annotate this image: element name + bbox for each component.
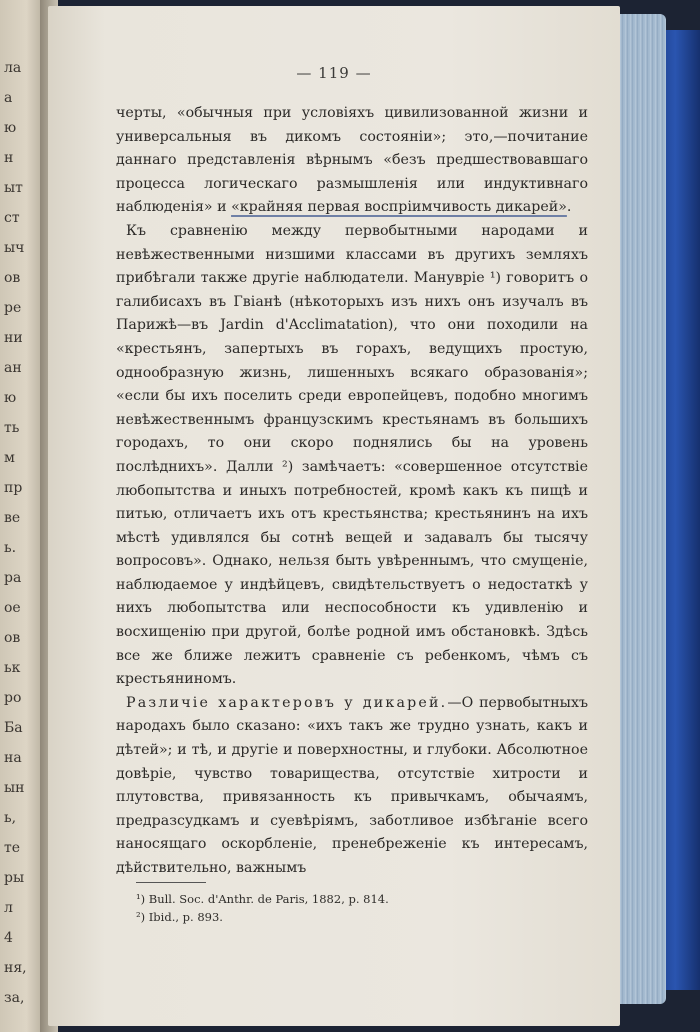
left-page-fragment: ыч bbox=[4, 240, 25, 256]
left-page-fragment: ын bbox=[4, 780, 25, 796]
left-page-fragment: м bbox=[4, 450, 15, 466]
left-page-fragment: ни bbox=[4, 330, 23, 346]
left-page-fragment: ю bbox=[4, 120, 17, 136]
left-page-fragment: ро bbox=[4, 690, 22, 706]
footnotes bbox=[136, 890, 556, 926]
left-page-fragment: ть bbox=[4, 420, 20, 436]
left-page bbox=[0, 0, 44, 1032]
left-page-fragment: ве bbox=[4, 510, 21, 526]
left-page-fragment: ое bbox=[4, 600, 21, 616]
left-page-fragment: ст bbox=[4, 210, 20, 226]
left-page-fragment: за, bbox=[4, 990, 25, 1006]
footnote-1: ¹) Bull. Soc. d'Anthr. de Paris, 1882, p. 814. bbox=[136, 892, 389, 906]
footnote-2: ²) Ibid., p. 893. bbox=[136, 910, 223, 924]
paragraph-comparison bbox=[116, 220, 588, 692]
underlined-phrase: «крайняя первая воспрiимчивость дикарей» bbox=[231, 199, 567, 216]
left-page-fragment: а bbox=[4, 90, 13, 106]
left-page-fragment: ю bbox=[4, 390, 17, 406]
paragraph-text: —О первобытныхъ народахъ было сказано: «ихъ такъ же трудно узнать, какъ и дѣтей»; и тѣ, и другiе и поверхностны, и глубоки. Абсолютное довѣрiе, чувство товарищества, отсутствiе хитрости и плутовства, привязанность къ привычкамъ, обычаямъ, предразсудкамъ и суевѣрiямъ, заботливое избѣганiе всего наносящаго оскорбленiе, пренебреженiе къ интересамъ, дѣйствительно, важнымъ bbox=[116, 694, 588, 876]
left-page-fragment: Ба bbox=[4, 720, 23, 736]
paragraph-continuation bbox=[116, 102, 588, 220]
left-page-fragment: ра bbox=[4, 570, 22, 586]
paragraph-text: Къ сравненiю между первобытными народами и невѣжественными низшими классами въ другихъ земляхъ прибѣгали также другiе наблюдатели. Манувріе ¹) говоритъ о галибисахъ въ Гвiанѣ (нѣкоторыхъ изъ нихъ онъ изучалъ въ Парижѣ—въ Jardin d'Acclimatation), что они походили на «крестьянъ, запертыхъ въ горахъ, ведущихъ простую, однообразную жизнь, лишенныхъ всякаго образованiя»; «если бы ихъ поселить среди европейцевъ, подобно многимъ невѣжественнымъ французскимъ крестьянамъ въ большихъ городахъ, то они скоро поднялись бы на уровень послѣднихъ». Далли ²) замѣчаетъ: «совершенное отсутствiе любопытства и иныхъ потребностей, кромѣ какъ къ пищѣ и питью, отличаетъ ихъ отъ крестьянства; крестьянинъ на ихъ мѣстѣ удивлялся бы сотнѣ вещей и задавалъ бы тысячу вопросовъ». Однако, нельзя быть увѣреннымъ, что смущенiе, наблюдаемое у индѣйцевъ, свидѣтельствуетъ о недостаткѣ у нихъ любопытства или неспособности къ удивленiю и восхищенiю при другой, болѣе родной имъ обстановкѣ. Здѣсь все же ближе лежитъ сравненiе съ ребенкомъ, чѣмъ съ крестьяниномъ. bbox=[116, 222, 588, 688]
left-page-fragment: ня, bbox=[4, 960, 27, 976]
paragraph-text: черты, «обычныя при условiяхъ цивилизованной жизни и универсальныя въ дикомъ состоянiи»; это,—почитание даннаго представленiя вѣрнымъ «безъ предшествовавшаго процесса логическаго размышленiя или индуктивнаго наблюденiя» и «крайняя первая воспрiимчивость дикарей». bbox=[116, 105, 588, 216]
left-page-fragment: ре bbox=[4, 300, 22, 316]
left-page-fragment: на bbox=[4, 750, 22, 766]
footnote-rule bbox=[136, 882, 206, 883]
left-page-fragment: 4 bbox=[4, 930, 13, 946]
left-page-fragment: ры bbox=[4, 870, 25, 886]
left-page-fragment: ь. bbox=[4, 540, 17, 556]
left-page-fragment: ов bbox=[4, 630, 21, 646]
left-page-fragment: л bbox=[4, 900, 13, 916]
paragraph-character-differences bbox=[116, 692, 588, 881]
left-page-fragment: ьк bbox=[4, 660, 21, 676]
left-page-fragment: ов bbox=[4, 270, 21, 286]
left-page-fragment: ыт bbox=[4, 180, 23, 196]
body-text bbox=[116, 102, 588, 881]
left-page-fragment: ла bbox=[4, 60, 22, 76]
left-page-fragment: те bbox=[4, 840, 21, 856]
left-page-fragment: н bbox=[4, 150, 14, 166]
left-page-fragment: пр bbox=[4, 480, 23, 496]
left-page-fragment: ь, bbox=[4, 810, 17, 826]
page-number: — 119 — bbox=[296, 64, 372, 82]
left-page-fragment: ан bbox=[4, 360, 22, 376]
section-heading: Различiе характеровъ у дикарей. bbox=[126, 694, 448, 711]
right-page bbox=[48, 6, 620, 1026]
